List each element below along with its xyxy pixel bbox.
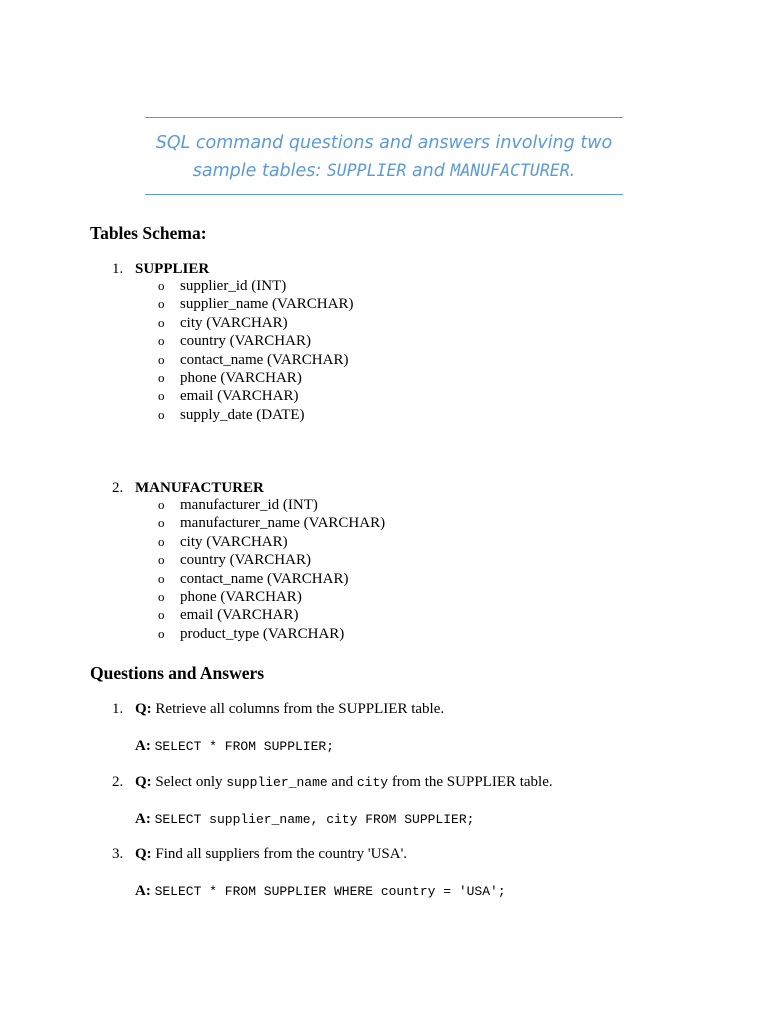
field-label: phone (VARCHAR) [180, 369, 302, 386]
a-label: A: [135, 883, 151, 899]
title-table-manufacturer: MANUFACTURER [450, 161, 570, 180]
q-label: Q: [135, 774, 152, 790]
question-code: city [356, 775, 389, 790]
list-item [158, 295, 353, 313]
bullet-icon: o [158, 388, 165, 404]
list-item [158, 551, 385, 569]
a-label: A: [135, 738, 151, 754]
q-label: Q: [135, 701, 152, 717]
question [112, 845, 732, 863]
question-number: 3. [112, 846, 124, 862]
bullet-icon: o [158, 552, 165, 568]
bullet-icon: o [158, 278, 165, 293]
title-text: sample tables: [192, 161, 327, 181]
question-number: 2. [112, 774, 124, 790]
field-label: phone (VARCHAR) [180, 588, 302, 605]
list-item [158, 496, 385, 514]
bullet-icon: o [158, 625, 165, 641]
question-text: and [327, 774, 357, 790]
list-item [158, 277, 353, 295]
field-label: country (VARCHAR) [180, 552, 311, 569]
schema-heading: Tables Schema: [90, 223, 207, 243]
question [112, 700, 732, 718]
supplier-field-list [158, 277, 353, 424]
list-item [158, 406, 353, 424]
bullet-icon: o [158, 570, 165, 586]
table-name: MANUFACTURER [135, 480, 264, 496]
bullet-icon: o [158, 369, 165, 385]
field-label: supplier_id (INT) [180, 278, 287, 294]
field-label: contact_name (VARCHAR) [180, 570, 349, 587]
field-label: city (VARCHAR) [180, 314, 288, 331]
title-text: . [569, 161, 576, 181]
answer [135, 810, 474, 829]
manufacturer-field-list [158, 496, 385, 643]
list-item [158, 369, 353, 387]
question-number: 1. [112, 701, 124, 717]
title-line-1: SQL command questions and answers involving two [155, 133, 613, 153]
list-item [158, 570, 385, 588]
question-text: Select only [155, 774, 227, 790]
list-item [158, 332, 353, 350]
q-label: Q: [135, 846, 152, 862]
list-item [158, 351, 353, 369]
title-line-2 [145, 157, 623, 185]
bullet-icon: o [158, 515, 165, 531]
qa-heading: Questions and Answers [90, 663, 265, 683]
answer [135, 737, 334, 756]
field-label: supplier_name (VARCHAR) [180, 296, 354, 313]
list-item [158, 588, 385, 606]
field-label: city (VARCHAR) [180, 533, 288, 550]
bullet-icon: o [158, 333, 165, 349]
bullet-icon: o [158, 588, 165, 604]
list-item [158, 625, 385, 643]
table-heading-manufacturer [112, 479, 264, 497]
bullet-icon: o [158, 296, 165, 312]
field-label: supply_date (DATE) [180, 406, 305, 423]
table-heading-supplier [112, 260, 209, 278]
qa-item-3 [112, 845, 732, 899]
bullet-icon: o [158, 533, 165, 549]
bullet-icon: o [158, 351, 165, 367]
question [112, 773, 732, 792]
title-table-supplier: SUPPLIER [326, 161, 407, 180]
field-label: email (VARCHAR) [180, 607, 299, 624]
bullet-icon: o [158, 406, 165, 422]
field-label: manufacturer_id (INT) [180, 497, 318, 513]
bullet-icon: o [158, 607, 165, 623]
title-text: and [406, 161, 451, 181]
answer [135, 882, 506, 901]
field-label: email (VARCHAR) [180, 388, 299, 405]
field-label: country (VARCHAR) [180, 333, 311, 350]
bullet-icon: o [158, 497, 165, 512]
list-item [158, 387, 353, 405]
qa-item-2 [112, 773, 732, 827]
list-item [158, 514, 385, 532]
table-name: SUPPLIER [135, 261, 210, 277]
list-item [158, 606, 385, 624]
bullet-icon: o [158, 314, 165, 330]
question-code: supplier_name [226, 775, 328, 790]
document-title [145, 117, 623, 195]
question-text: Retrieve all columns from the SUPPLIER table. [155, 701, 445, 717]
answer-code: SELECT supplier_name, city FROM SUPPLIER; [154, 812, 475, 827]
answer-code: SELECT * FROM SUPPLIER WHERE country = 'USA'; [154, 884, 506, 899]
list-item [158, 314, 353, 332]
question-text: from the SUPPLIER table. [388, 774, 553, 790]
table-number: 2. [112, 480, 124, 496]
field-label: contact_name (VARCHAR) [180, 351, 349, 368]
list-item [158, 533, 385, 551]
answer-code: SELECT * FROM SUPPLIER; [154, 739, 335, 754]
field-label: manufacturer_name (VARCHAR) [180, 515, 386, 532]
table-number: 1. [112, 261, 124, 277]
a-label: A: [135, 811, 151, 827]
field-label: product_type (VARCHAR) [180, 625, 345, 642]
qa-item-1 [112, 700, 732, 754]
question-text: Find all suppliers from the country 'USA'. [155, 846, 408, 862]
